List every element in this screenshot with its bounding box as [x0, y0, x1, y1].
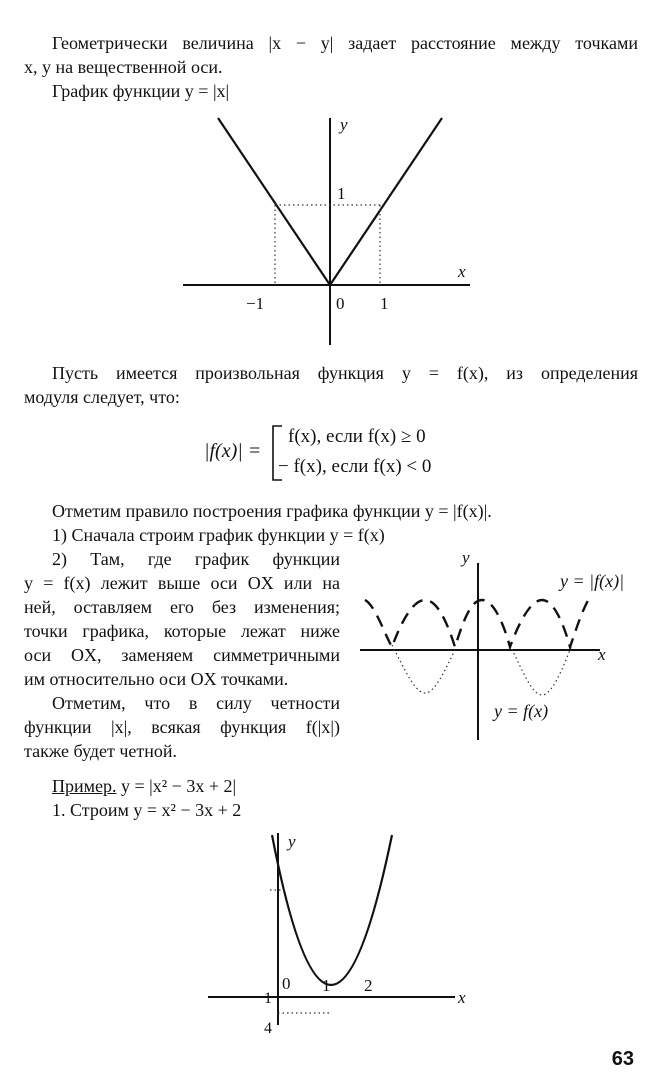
example-heading	[52, 775, 236, 797]
step-2-line-2: y = f(x) лежит выше оси OX или на	[24, 573, 340, 593]
formula-case-1: f(x), если f(x) ≥ 0	[288, 426, 426, 447]
step-2-line-4: точки графика, которые лежат ниже	[24, 621, 340, 641]
paragraph-distance-line-2: x, y на вещественной оси.	[24, 57, 223, 77]
step-2-line-5: оси OX, заменяем симметричными	[24, 645, 340, 665]
graph1-x-label: x	[458, 262, 466, 281]
step-2-line-1: 2) Там, где график функции	[52, 549, 340, 569]
formula-case-2: − f(x), если f(x) < 0	[278, 456, 432, 477]
step-2-line-6: им относительно оси OX точками.	[24, 669, 289, 689]
step-1: 1) Сначала строим график функции y = f(x)	[52, 525, 385, 545]
graph3-tick-left-1: 1	[264, 990, 272, 1007]
formula-lhs: |f(x)| =	[204, 440, 262, 462]
paragraph-definition-line-2: модуля следует, что:	[24, 387, 180, 407]
example-label: Пример.	[52, 776, 117, 796]
rule-line: Отметим правило построения графика функции y = |f(x)|.	[52, 501, 492, 521]
graph3-tick-left-2: 4	[264, 1020, 272, 1037]
paragraph-definition-line-1: Пусть имеется произвольная функция y = f(x), из определения	[52, 363, 638, 383]
graph3-parabola-curve	[272, 835, 392, 985]
paragraph-distance-line-1: Геометрически величина |x − y| задает расстояние между точками	[52, 33, 638, 53]
graph1-y-label: y	[340, 115, 348, 134]
parity-line-3: также будет четной.	[24, 741, 178, 761]
graph2-x-label: x	[598, 645, 606, 664]
graph-abs-x	[0, 110, 662, 350]
page-number: 63	[611, 1048, 634, 1070]
graph1-tick-0: 0	[336, 294, 345, 313]
parity-line-2: функции |x|, всякая функция f(|x|)	[24, 717, 340, 737]
example-formula: y = |x² − 3x + 2|	[121, 776, 237, 796]
graph1-tick-x1: 1	[380, 294, 389, 313]
graph2-fx-dotted	[392, 645, 572, 695]
graph2-y-label: y	[462, 548, 470, 567]
step-2-line-3: ней, оставляем его без изменения;	[24, 597, 340, 617]
graph2-label-abs: y = |f(x)|	[560, 571, 625, 591]
graph3-tick-1: 1	[322, 976, 331, 995]
parity-line-1: Отметим, что в силу четности	[52, 693, 340, 713]
graph1-caption: График функции y = |x|	[52, 81, 230, 101]
graph-abs-f	[0, 545, 662, 745]
graph2-label-f: y = f(x)	[494, 701, 549, 721]
graph1-tick-y1: 1	[337, 184, 346, 203]
graph3-x-label: x	[458, 988, 466, 1007]
graph3-tick-2: 2	[364, 976, 373, 995]
graph3-tick-0: 0	[282, 974, 291, 993]
graph3-y-label: y	[288, 832, 296, 851]
example-step-1: 1. Строим y = x² − 3x + 2	[52, 800, 242, 820]
graph-parabola	[0, 825, 662, 1045]
graph1-tick-xm1: −1	[246, 294, 265, 313]
